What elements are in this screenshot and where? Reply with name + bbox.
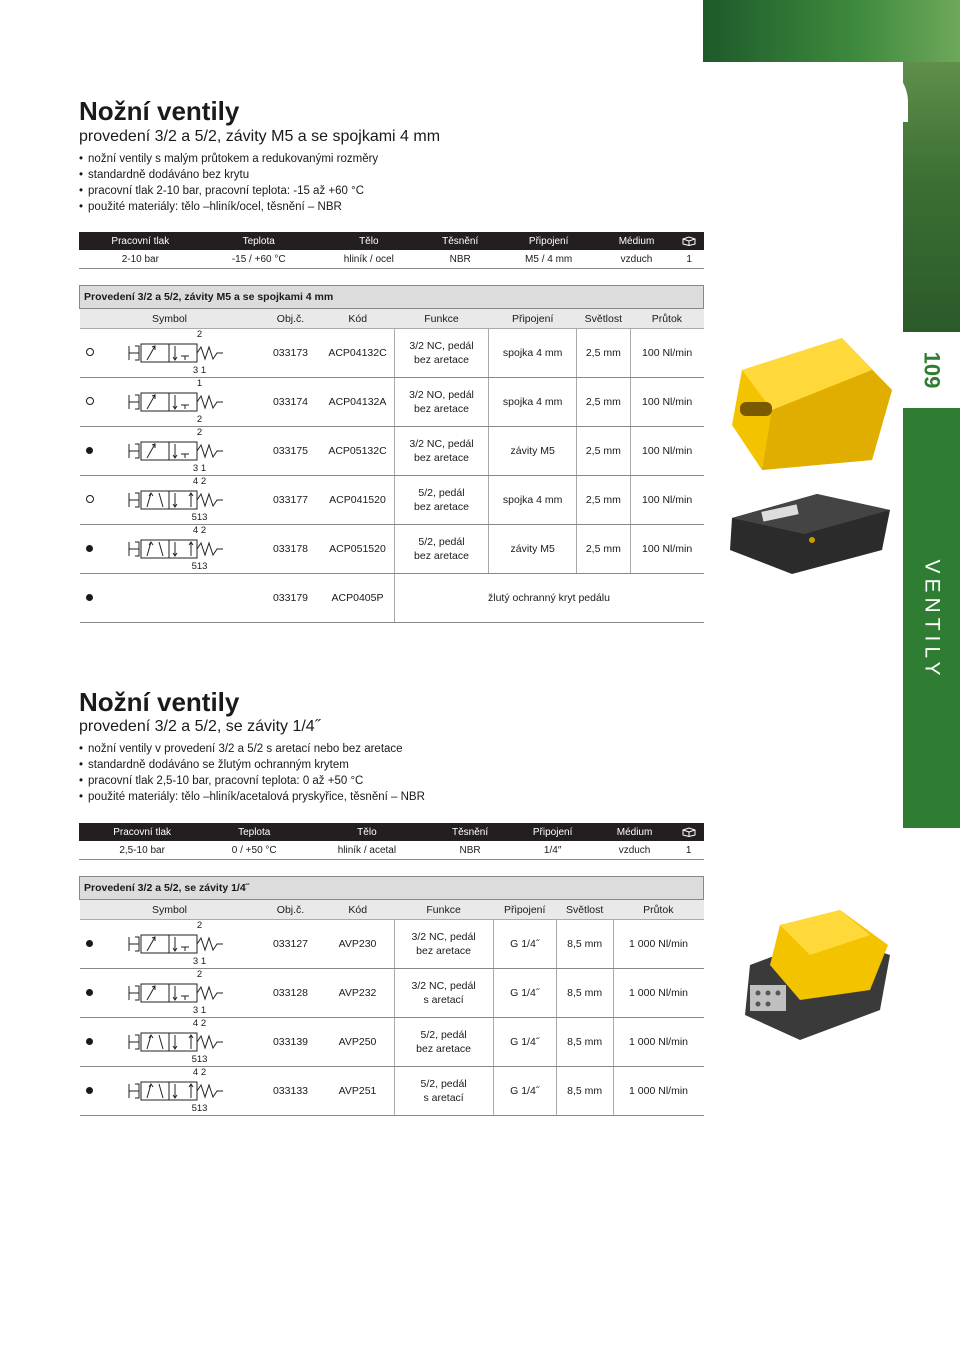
function [394,1018,493,1067]
flow: 100 Nl/min [630,378,703,427]
section2-spec-table [79,823,704,860]
function-line2: s aretací [423,994,464,1006]
function-line1: 3/2 NC, pedál [409,340,474,352]
product-row [80,1067,704,1116]
product-code: AVP251 [322,1067,395,1116]
product-code: ACP04132C [322,329,395,378]
band-corner [848,62,908,122]
bullet: • standardně dodáváno se žlutým ochranným krytem [79,757,425,773]
function-line2: bez aretace [414,452,469,464]
function-line1: 5/2, pedál [420,1029,467,1041]
product-code: ACP051520 [322,525,395,574]
col-header: Světlost [556,900,613,920]
function-line1: 5/2, pedál [420,1078,467,1090]
port-label-top: 2 [196,920,203,931]
product-row [80,378,704,427]
flow: 1 000 Nl/min [613,1018,703,1067]
product-code: ACP041520 [322,476,395,525]
availability-marker [80,378,100,427]
bullet: • standardně dodáváno bez krytu [79,167,378,183]
flow: 1 000 Nl/min [613,920,703,969]
port-label-bottom: 2 [196,414,203,425]
spec-value: hliník / ocel [316,250,422,269]
product-code: ACP05132C [322,427,395,476]
spec-header: Připojení [510,823,596,841]
connection: závity M5 [489,525,576,574]
order-number: 033175 [260,427,322,476]
page-number: 109 [903,332,960,408]
spec-header: Tělo [303,823,430,841]
function-line1: 5/2, pedál [418,487,465,499]
availability-marker [80,920,100,969]
bullet: • nožní ventily v provedení 3/2 a 5/2 s aretací nebo bez aretace [79,741,425,757]
connection: závity M5 [489,427,576,476]
port-label-top: 4 2 [192,476,207,487]
product-code: AVP232 [322,969,395,1018]
col-header: Světlost [576,309,630,329]
port-label-bottom: 513 [191,1103,208,1114]
spec-value: vzduch [596,841,674,860]
section1-spec-table [79,232,704,269]
valve-symbol [100,969,260,1018]
order-number: 033139 [260,1018,322,1067]
spec-value: 0 / +50 °C [205,841,303,860]
orifice: 8,5 mm [556,1018,613,1067]
section1-bullets [79,151,378,215]
spec-value: 2-10 bar [79,250,202,269]
product-row [80,1018,704,1067]
spec-value: M5 / 4 mm [499,250,599,269]
product-code: ACP0405P [322,574,395,623]
function [394,969,493,1018]
product-row [80,969,704,1018]
port-label-top: 2 [196,329,203,340]
col-header: Obj.č. [260,900,322,920]
flow: 100 Nl/min [630,525,703,574]
flow: 100 Nl/min [630,427,703,476]
orifice: 8,5 mm [556,1067,613,1116]
product-row [80,920,704,969]
product-code: AVP230 [322,920,395,969]
order-number: 033178 [260,525,322,574]
accessory-description: žlutý ochranný kryt pedálu [394,574,704,623]
function-line2: bez aretace [414,403,469,415]
function-line1: 3/2 NO, pedál [409,389,474,401]
col-header: Průtok [613,900,703,920]
product-row [80,525,704,574]
spec-header: Pracovní tlak [79,232,202,250]
side-band-photo [903,62,960,332]
connection: G 1/4˝ [493,920,556,969]
section1-product-table [79,285,704,623]
col-header: Obj.č. [260,309,322,329]
bullet: • nožní ventily s malým průtokem a redukovanými rozměry [79,151,378,167]
col-header: Připojení [489,309,576,329]
port-label-top: 2 [196,969,203,980]
bullet: • pracovní tlak 2,5-10 bar, pracovní teplota: 0 až +50 °C [79,773,425,789]
availability-marker [80,1067,100,1116]
flow: 100 Nl/min [630,476,703,525]
connection: G 1/4˝ [493,1018,556,1067]
spec-header: Médium [599,232,674,250]
section-label: VENTILY [920,559,944,681]
function [394,378,489,427]
port-label-bottom: 3 1 [192,463,207,474]
function [394,427,489,476]
table-caption: Provedení 3/2 a 5/2, se závity 1/4˝ [80,877,704,900]
bullet: • použité materiály: tělo –hliník/ocel, těsnění – NBR [79,199,378,215]
bullet: • pracovní tlak 2-10 bar, pracovní teplota: -15 až +60 °C [79,183,378,199]
valve-symbol [100,1018,260,1067]
spec-value: NBR [422,250,499,269]
order-number: 033177 [260,476,322,525]
table-caption: Provedení 3/2 a 5/2, závity M5 a se spojkami 4 mm [80,286,704,309]
col-header: Symbol [80,309,260,329]
orifice: 2,5 mm [576,427,630,476]
port-label-top: 2 [196,427,203,438]
availability-marker [80,329,100,378]
spec-value: 1 [674,250,704,269]
availability-marker [80,969,100,1018]
foot-valve-with-cover-photo [720,905,898,1045]
connection: G 1/4˝ [493,1067,556,1116]
col-header: Kód [322,309,395,329]
product-row [80,476,704,525]
spec-header: Těsnění [422,232,499,250]
order-number: 033133 [260,1067,322,1116]
connection: G 1/4˝ [493,969,556,1018]
spec-header: Médium [596,823,674,841]
product-row [80,427,704,476]
spec-value: hliník / acetal [303,841,430,860]
function [394,329,489,378]
package-icon [673,823,704,841]
port-label-top: 1 [196,378,203,389]
flow: 1 000 Nl/min [613,1067,703,1116]
orifice: 2,5 mm [576,329,630,378]
orifice: 2,5 mm [576,378,630,427]
bullet: • použité materiály: tělo –hliník/acetalová pryskyřice, těsnění – NBR [79,789,425,805]
col-header: Symbol [80,900,260,920]
port-label-top: 4 2 [192,1018,207,1029]
port-label-bottom: 513 [191,512,208,523]
order-number: 033127 [260,920,322,969]
valve-symbol [100,378,260,427]
function-line1: 3/2 NC, pedál [409,438,474,450]
col-header: Průtok [630,309,703,329]
spec-header: Tělo [316,232,422,250]
port-label-bottom: 3 1 [192,1005,207,1016]
orifice: 8,5 mm [556,920,613,969]
order-number: 033128 [260,969,322,1018]
foot-valve-photo [722,488,897,576]
valve-symbol [100,329,260,378]
availability-dot [80,574,100,623]
col-header: Kód [322,900,395,920]
function-line2: s aretací [423,1092,464,1104]
port-label-bottom: 513 [191,1054,208,1065]
section1-title: Nožní ventily [79,96,240,126]
function-line1: 3/2 NC, pedál [411,931,476,943]
function [394,525,489,574]
header-band [703,0,960,62]
connection: spojka 4 mm [489,476,576,525]
valve-symbol [100,525,260,574]
port-label-bottom: 3 1 [192,956,207,967]
function-line2: bez aretace [414,501,469,513]
orifice: 2,5 mm [576,525,630,574]
col-header: Funkce [394,900,493,920]
availability-marker [80,1018,100,1067]
order-number: 033173 [260,329,322,378]
product-code: ACP04132A [322,378,395,427]
spec-header: Připojení [499,232,599,250]
accessory-row [80,574,704,623]
section1-subtitle: provedení 3/2 a 5/2, závity M5 a se spojkami 4 mm [79,128,441,145]
orifice: 8,5 mm [556,969,613,1018]
function-line1: 5/2, pedál [418,536,465,548]
valve-symbol [100,476,260,525]
order-number: 033179 [260,574,322,623]
spec-header: Pracovní tlak [79,823,205,841]
flow: 1 000 Nl/min [613,969,703,1018]
spec-value: 1/4″ [510,841,596,860]
product-code: AVP250 [322,1018,395,1067]
yellow-pedal-cover-photo [722,330,900,480]
function-line2: bez aretace [416,945,472,957]
order-number: 033174 [260,378,322,427]
function [394,476,489,525]
spec-value: -15 / +60 °C [202,250,316,269]
connection: spojka 4 mm [489,378,576,427]
package-icon [674,232,704,250]
col-header: Funkce [394,309,489,329]
valve-symbol [100,427,260,476]
connection: spojka 4 mm [489,329,576,378]
valve-symbol [100,920,260,969]
port-label-top: 4 2 [192,525,207,536]
flow: 100 Nl/min [630,329,703,378]
spec-value: NBR [431,841,510,860]
availability-marker [80,427,100,476]
section2-subtitle: provedení 3/2 a 5/2, se závity 1/4˝ [79,718,321,735]
product-row [80,329,704,378]
spec-value: 1 [673,841,704,860]
spec-header: Teplota [205,823,303,841]
function-line1: 3/2 NC, pedál [411,980,476,992]
port-label-bottom: 3 1 [192,365,207,376]
availability-marker [80,476,100,525]
port-label-bottom: 513 [191,561,208,572]
function-line2: bez aretace [416,1043,472,1055]
spec-header: Teplota [202,232,316,250]
function [394,1067,493,1116]
availability-marker [80,525,100,574]
section2-bullets [79,741,425,805]
function-line2: bez aretace [414,354,469,366]
port-label-top: 4 2 [192,1067,207,1078]
valve-symbol [100,1067,260,1116]
spec-header: Těsnění [431,823,510,841]
section2-title: Nožní ventily [79,687,240,717]
spec-value: vzduch [599,250,674,269]
section2-product-table [79,876,704,1116]
col-header: Připojení [493,900,556,920]
function-line2: bez aretace [414,550,469,562]
function [394,920,493,969]
spec-value: 2,5-10 bar [79,841,205,860]
orifice: 2,5 mm [576,476,630,525]
